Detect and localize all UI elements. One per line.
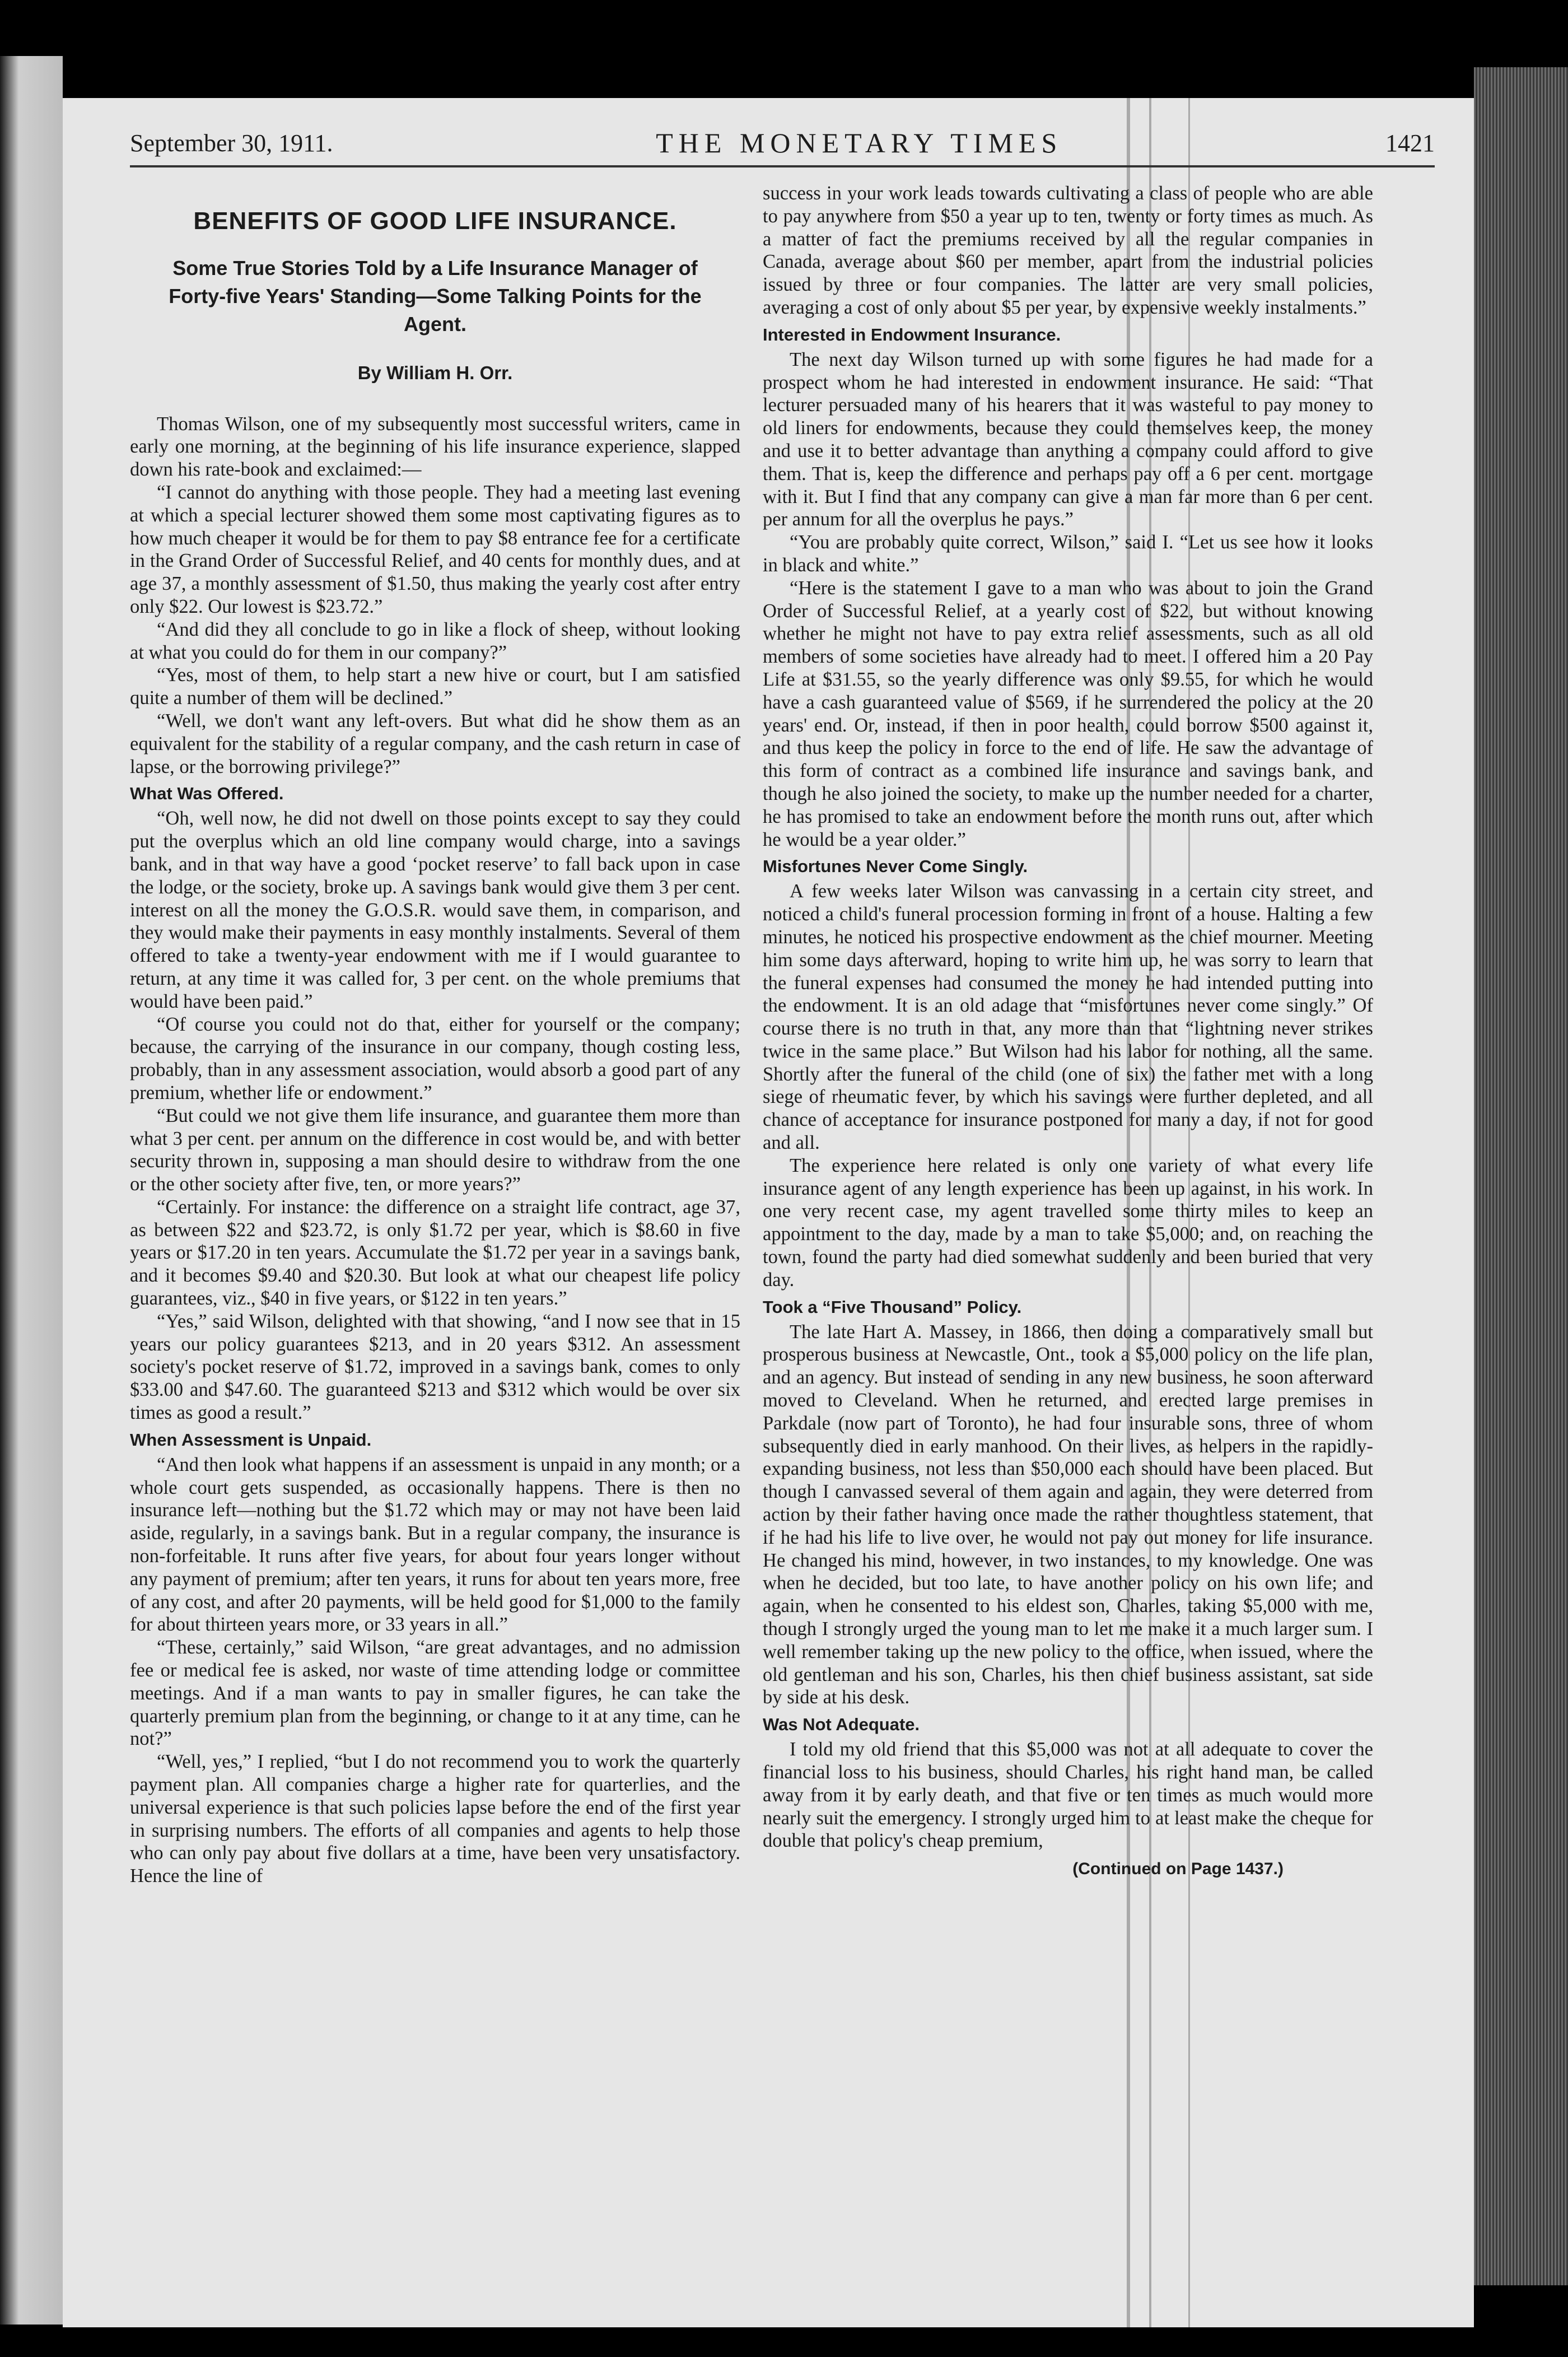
page-header bbox=[130, 120, 1435, 167]
paragraph: “Well, yes,” I replied, “but I do not recommend you to work the quarterly payment plan. All companies charge a higher rate for quarterlies, and the universal experience is that such policies lapse before the end of the first year in surprising numbers. The efforts of all companies and agents to help those who can only pay about five dollars at a time, have been very unsatisfactory. Hence the line of bbox=[130, 1751, 740, 1887]
article-subheadline: Some True Stories Told by a Life Insurance Manager of Forty-five Years' Standing—Some Talking Points for the Agent. bbox=[169, 256, 702, 336]
book-page-stack-right bbox=[1474, 67, 1568, 2285]
paragraph: “But could we not give them life insurance, and guarantee them more than what 3 per cent. per annum on the difference in cost would be, and with better security thrown in, supposing a man should desire to withdraw from the one or the other society after five, ten, or more years?” bbox=[130, 1105, 740, 1195]
paragraph: “Yes, most of them, to help start a new hive or court, but I am satisfied quite a number of them will be declined.” bbox=[130, 664, 740, 709]
paragraph: The experience here related is only one variety of what every life insurance agent of any length experience has been up against, in his work. In one very recent case, my agent travelled some thirty miles to keep an appointment to the day, made by a man to take $5,000; and, on reaching the town, found the party had died somewhat suddenly and been buried that very day. bbox=[763, 1154, 1373, 1291]
section-heading: Interested in Endowment Insurance. bbox=[763, 324, 1061, 344]
paragraph: “I cannot do anything with those people. They had a meeting last evening at which a special lecturer showed them some most captivating figures as to how much cheaper it would be for them to pay $8 entrance fee for a certificate in the Grand Order of Successful Relief, and 40 cents for monthly dues, and at age 37, a monthly assessment of $1.50, thus making the yearly cost after entry only $22. Our lowest is $23.72.” bbox=[130, 481, 740, 617]
article-column-right bbox=[763, 182, 1373, 1881]
section-heading: Took a “Five Thousand” Policy. bbox=[763, 1297, 1022, 1317]
paragraph: “Here is the statement I gave to a man who was about to join the Grand Order of Successful Relief, at a yearly cost of $22, but without knowing whether he might not have to pay extra relief assessments, such as all old members of some societies have already had to meet. I offered him a 20 Pay Life at $31.55, so the yearly difference was only $9.55, for which he would have a cash guaranteed value of $569, if he surrendered the policy at the 20 years' end. Or, instead, if then in poor health, could borrow $500 against it, and thus keep the policy in force to the end of life. He saw the advantage of this form of contract as a combined life insurance and savings bank, and though he also joined the society, to make up the number needed for a charter, he has promised to take an endowment before the month runs out, after which he would be a year older.” bbox=[763, 577, 1373, 850]
paragraph: “And did they all conclude to go in like a flock of sheep, without looking at what you could do for them in our company?” bbox=[130, 618, 740, 663]
paragraph: Thomas Wilson, one of my subsequently most successful writers, came in early one morning, at the beginning of his life insurance experience, slapped down his rate-book and exclaimed:— bbox=[130, 413, 740, 481]
paragraph: “These, certainly,” said Wilson, “are great advantages, and no admission fee or medical fee is asked, nor waste of time attending lodge or committee meetings. And if a man wants to pay in smaller figures, he can take the quarterly premium plan from the beginning, or change to it at any time, can he not?” bbox=[130, 1637, 740, 1750]
article-column-left bbox=[130, 182, 740, 1888]
paragraph: A few weeks later Wilson was canvassing in a certain city street, and noticed a child's funeral procession forming in front of a house. Halting a few minutes, he noticed his prospective endowment as the chief mourner. Meeting him some days afterward, hoping to write him up, he was sorry to learn that the funeral expenses had consumed the money he had intended putting into the endowment. It is an old adage that “misfortunes never come singly.” Of course there is no truth in that, any more than that “lightning never strikes twice in the same place.” But Wilson had his labor for nothing, all the same. Shortly after the funeral of the child (one of six) the father met with a long siege of rheumatic fever, by which his savings were further depleted, and all chance of acceptance for insurance postponed for many a day, if not for good and all. bbox=[763, 881, 1373, 1154]
book-gutter-left bbox=[0, 56, 63, 2325]
newspaper-page bbox=[63, 98, 1474, 2327]
continued-notice: (Continued on Page 1437.) bbox=[1072, 1860, 1284, 1879]
page-number: 1421 bbox=[1385, 129, 1435, 157]
section-heading: Misfortunes Never Come Singly. bbox=[763, 856, 1028, 877]
paragraph: I told my old friend that this $5,000 was not at all adequate to cover the financial loss to his business, should Charles, his right hand man, be called away from it by early death, and that five or ten times as much would more nearly suit the emergency. I strongly urged him to at least make the cheque for double that policy's cheap premium, bbox=[763, 1739, 1373, 1852]
section-heading: Was Not Adequate. bbox=[763, 1715, 920, 1735]
paragraph: “Well, we don't want any left-overs. But what did he show them as an equivalent for the stability of a regular company, and the cash return in case of lapse, or the borrowing privilege?” bbox=[130, 710, 740, 777]
article-byline: By William H. Orr. bbox=[357, 362, 513, 383]
paragraph: “You are probably quite correct, Wilson,” said I. “Let us see how it looks in black and white.” bbox=[763, 532, 1373, 576]
paragraph: “Oh, well now, he did not dwell on those points except to say they could put the overplus which an old line company would charge, into a savings bank, and in that way have a good ‘pocket reserve’ to fall back upon in case the lodge, or the society, broke up. A savings bank would give them 3 per cent. interest on all the money the G.O.S.R. would save them, in comparison, and they would make their payments in easy monthly instalments. Several of them offered to take a twenty-year endowment with me if I would guarantee to return, at any time it was called for, 3 per cent. on the whole premiums that would have been paid.” bbox=[130, 808, 740, 1012]
paragraph: “Certainly. For instance: the difference on a straight life contract, age 37, as between $22 and $23.72, is only $1.72 per year, which is $8.60 in five years or $17.20 in ten years. Accumulate the $1.72 per year in a savings bank, and it becomes $9.40 and $20.30. But look at what our cheapest life policy guarantees, viz., $40 in five years, or $122 in ten years.” bbox=[130, 1196, 740, 1310]
article-headline: BENEFITS OF GOOD LIFE INSURANCE. bbox=[193, 207, 677, 235]
publication-title: THE MONETARY TIMES bbox=[656, 127, 1063, 159]
section-heading: When Assessment is Unpaid. bbox=[130, 1429, 372, 1450]
paragraph: The late Hart A. Massey, in 1866, then doing a comparatively small but prosperous business at Newcastle, Ont., took a $5,000 policy on the life plan, and an agency. But instead of sending in any new business, he soon afterward moved to Cleveland. When he returned, and erected large premises in Parkdale (now part of Toronto), he had four insurable sons, three of whom subsequently died in early manhood. On their lives, as helpers in the rapidly-expanding business, not less than $50,000 each should have been placed. But though I canvassed several of them again and again, they were deterred from action by their father having once made the rather thoughtless statement, that if he had his life to live over, he would not pay out money for life insurance. He changed his mind, however, in two instances, to my knowledge. One was when he decided, but too late, to have another policy on his own life; and again, when he consented to his eldest son, Charles, taking $5,000 with me, though I strongly urged the young man to let me make it a much larger sum. I well remember taking up the new policy to the office, when issued, where the old gentleman and his son, Charles, his then chief business assistant, sat side by side at his desk. bbox=[763, 1321, 1373, 1708]
paragraph: “Yes,” said Wilson, delighted with that showing, “and I now see that in 15 years our policy guarantees $213, and in 20 years $312. An assessment society's pocket reserve of $1.72, improved in a savings bank, comes to only $33.00 and $47.60. The guaranteed $213 and $312 which would be over six times as good a result.” bbox=[130, 1310, 740, 1424]
paragraph: “And then look what happens if an assessment is unpaid in any month; or a whole court gets suspended, as occasionally happens. There is then no insurance left—nothing but the $1.72 which may or may not have been laid aside, regularly, in a savings bank. But in a regular company, the insurance is non-forfeitable. It runs after five years, for about four years longer without any payment of premium; after ten years, it runs for about ten years more, free of any cost, and after 20 payments, will be held good for $1,000 to the family for about thirteen years more, or 33 years in all.” bbox=[130, 1454, 740, 1636]
section-heading: What Was Offered. bbox=[130, 784, 284, 804]
issue-date: September 30, 1911. bbox=[130, 129, 333, 157]
paragraph: “Of course you could not do that, either for yourself or the company; because, the carrying of the insurance in our company, though costing less, probably, than in any assessment association, would absorb a good part of any premium, whether life or endowment.” bbox=[130, 1013, 740, 1103]
paragraph: success in your work leads towards cultivating a class of people who are able to pay anywhere from $50 a year up to ten, twenty or forty times as much. As a matter of fact the premiums received by all the regular companies in Canada, average about $60 per member, apart from the industrial policies issued by three or four companies. The latter are very small policies, averaging a cost of only about $5 per year, by expensive weekly instalments.” bbox=[763, 183, 1373, 318]
paragraph: The next day Wilson turned up with some figures he had made for a prospect whom he had interested in endowment insurance. He said: “That lecturer persuaded many of his hearers that it was wasteful to pay money to old liners for endowments, because they could themselves keep, the money and use it to better advantage than anything a company could afford to give them. That is, keep the difference and perhaps pay off a 6 per cent. mortgage with it. But I find that any company can give a man far more than 6 per cent. per annum for all the overplus he pays.” bbox=[763, 348, 1373, 530]
